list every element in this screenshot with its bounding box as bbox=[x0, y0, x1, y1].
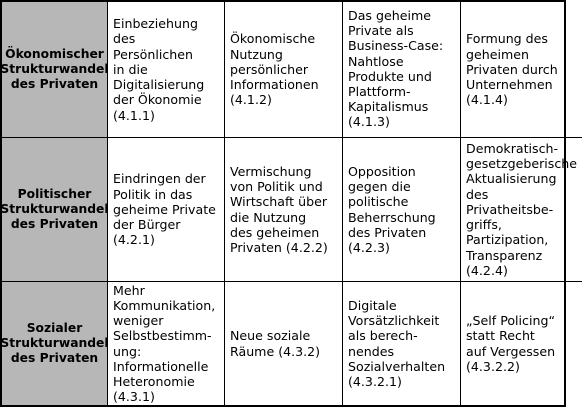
table-cell: Eindringen der Politik in das geheime Private der Bürger (4.2.1) bbox=[108, 138, 225, 282]
table-cell: Neue soziale Räume (4.3.2) bbox=[225, 282, 343, 405]
row-header-economic: Ökonomischer Strukturwandel des Privaten bbox=[2, 2, 108, 138]
table-cell: „Self Policing“ statt Recht auf Vergessen (4.3.2.2) bbox=[466, 313, 556, 374]
row-header-political: Politischer Strukturwandel des Privaten bbox=[2, 138, 108, 282]
table-cell: Opposition gegen die politische Beherrschung des Privaten (4.2.3) bbox=[343, 138, 461, 282]
table-cell: Formung des geheimen Privaten durch Unternehmen (4.1.4) bbox=[461, 2, 582, 138]
table-cell: Das geheime Private als Business-Case: Nahtlose Produkte und Plattform- Kapitalismus (4.1.3) bbox=[343, 2, 461, 138]
table-cell: Digitale Vorsätzlichkeit als berech- nendes Sozialverhalten (4.3.2.1) bbox=[343, 282, 461, 405]
table-cell: Einbeziehung des Persönlichen in die Digitalisierung der Ökonomie (4.1.1) bbox=[108, 2, 225, 138]
table-cell: Ökonomische Nutzung persönlicher Informationen (4.1.2) bbox=[225, 2, 343, 138]
table-cell: Vermischung von Politik und Wirtschaft über die Nutzung des geheimen Privaten (4.2.2) bbox=[225, 138, 343, 282]
row-header-social: Sozialer Strukturwandel des Privaten bbox=[2, 282, 108, 405]
table-cell: Mehr Kommunikation, weniger Selbstbestimm- ung: Informationelle Heteronomie (4.3.1) bbox=[108, 282, 225, 405]
table-cell: Demokratisch- gesetzgeberische Aktualisierung des Privatheitsbe- griffs, Partizipation, Transparenz (4.2.4) bbox=[461, 138, 582, 282]
